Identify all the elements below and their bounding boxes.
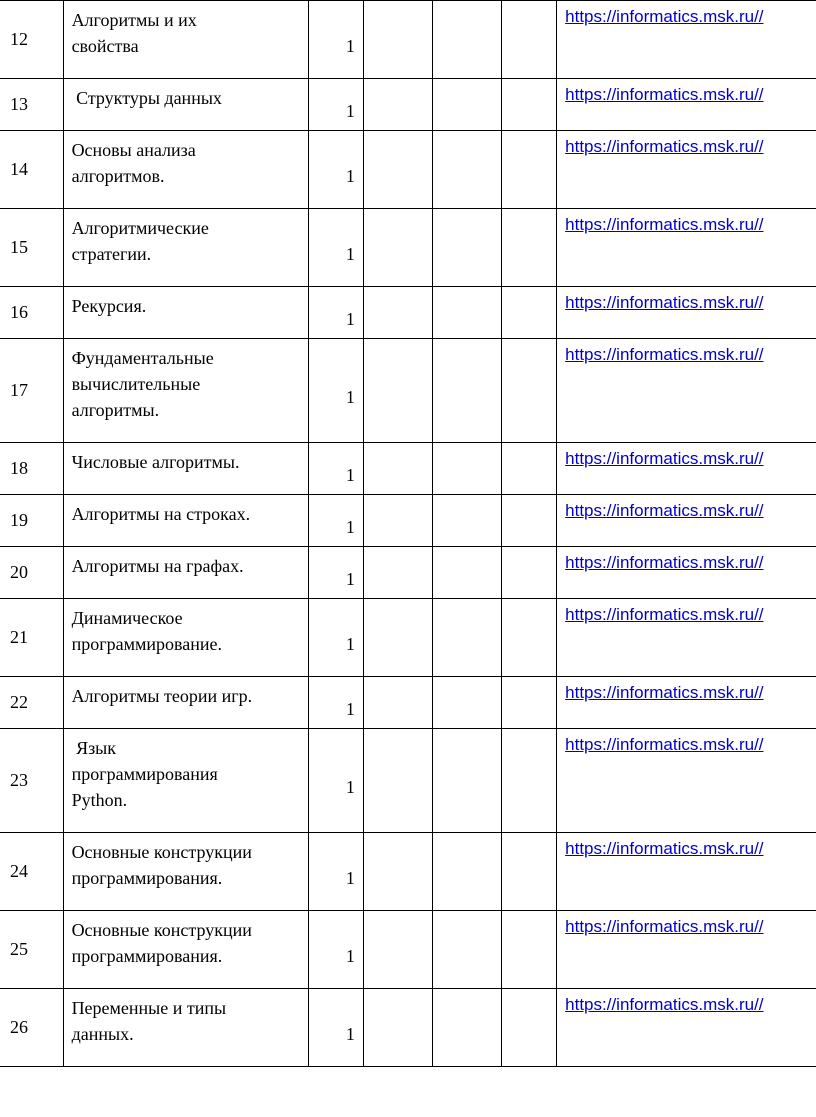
empty-cell-c (502, 547, 557, 599)
empty-cell-c (502, 989, 557, 1067)
empty-cell-b (433, 287, 502, 339)
topic-cell (63, 677, 308, 729)
empty-cell-a (363, 677, 432, 729)
empty-cell-a (363, 79, 432, 131)
topic-title: Рекурсия. (71, 296, 147, 316)
empty-cell-b (433, 677, 502, 729)
row-number: 25 (0, 911, 63, 989)
hours-cell: 1 (308, 833, 363, 911)
hours-cell: 1 (308, 989, 363, 1067)
hours-cell: 1 (308, 495, 363, 547)
row-number: 12 (0, 1, 63, 79)
empty-cell-b (433, 729, 502, 833)
empty-cell-b (433, 443, 502, 495)
topic-cell (63, 287, 308, 339)
resource-cell (557, 677, 816, 729)
empty-cell-a (363, 989, 432, 1067)
topic-title: Алгоритмы теории игр. (71, 686, 253, 706)
empty-cell-b (433, 339, 502, 443)
empty-cell-c (502, 339, 557, 443)
resource-link[interactable]: https://informatics.msk.ru// (565, 85, 764, 104)
resource-link[interactable]: https://informatics.msk.ru// (565, 605, 764, 624)
resource-link[interactable]: https://informatics.msk.ru// (565, 553, 764, 572)
resource-cell (557, 729, 816, 833)
resource-cell (557, 911, 816, 989)
topic-cell (63, 599, 308, 677)
empty-cell-c (502, 729, 557, 833)
resource-link[interactable]: https://informatics.msk.ru// (565, 345, 764, 364)
topic-cell (63, 729, 308, 833)
row-number: 23 (0, 729, 63, 833)
empty-cell-b (433, 599, 502, 677)
topic-title: Динамическое программирование. (71, 608, 222, 654)
empty-cell-b (433, 1, 502, 79)
empty-cell-b (433, 495, 502, 547)
hours-cell: 1 (308, 911, 363, 989)
table-row (0, 443, 816, 495)
topic-title: Фундаментальные вычислительные алгоритмы. (71, 348, 214, 420)
empty-cell-b (433, 989, 502, 1067)
empty-cell-a (363, 287, 432, 339)
row-number: 16 (0, 287, 63, 339)
empty-cell-a (363, 599, 432, 677)
topic-title: Алгоритмы и их свойства (71, 10, 197, 56)
hours-cell: 1 (308, 729, 363, 833)
empty-cell-c (502, 1, 557, 79)
empty-cell-a (363, 911, 432, 989)
hours-cell: 1 (308, 287, 363, 339)
resource-cell (557, 287, 816, 339)
resource-link[interactable]: https://informatics.msk.ru// (565, 735, 764, 754)
hours-cell: 1 (308, 131, 363, 209)
empty-cell-b (433, 833, 502, 911)
topic-cell (63, 79, 308, 131)
table-row (0, 547, 816, 599)
empty-cell-c (502, 495, 557, 547)
row-number: 17 (0, 339, 63, 443)
hours-cell: 1 (308, 547, 363, 599)
resource-cell (557, 495, 816, 547)
resource-cell (557, 989, 816, 1067)
hours-cell: 1 (308, 677, 363, 729)
table-row (0, 677, 816, 729)
resource-cell (557, 1, 816, 79)
topic-title: Алгоритмы на графах. (71, 556, 244, 576)
curriculum-table-body (0, 1, 816, 1067)
resource-link[interactable]: https://informatics.msk.ru// (565, 449, 764, 468)
table-row (0, 131, 816, 209)
resource-link[interactable]: https://informatics.msk.ru// (565, 137, 764, 156)
row-number: 18 (0, 443, 63, 495)
resource-link[interactable]: https://informatics.msk.ru// (565, 293, 764, 312)
table-row (0, 989, 816, 1067)
empty-cell-b (433, 547, 502, 599)
table-row (0, 599, 816, 677)
empty-cell-c (502, 131, 557, 209)
empty-cell-a (363, 131, 432, 209)
topic-cell (63, 833, 308, 911)
resource-link[interactable]: https://informatics.msk.ru// (565, 839, 764, 858)
hours-cell: 1 (308, 79, 363, 131)
empty-cell-c (502, 79, 557, 131)
resource-cell (557, 443, 816, 495)
table-row (0, 729, 816, 833)
resource-link[interactable]: https://informatics.msk.ru// (565, 683, 764, 702)
resource-cell (557, 209, 816, 287)
empty-cell-c (502, 209, 557, 287)
empty-cell-a (363, 729, 432, 833)
resource-link[interactable]: https://informatics.msk.ru// (565, 215, 764, 234)
row-number: 14 (0, 131, 63, 209)
empty-cell-c (502, 677, 557, 729)
resource-cell (557, 833, 816, 911)
topic-cell (63, 989, 308, 1067)
topic-title: Основные конструкции программирования. (71, 842, 252, 888)
row-number: 15 (0, 209, 63, 287)
empty-cell-a (363, 833, 432, 911)
empty-cell-c (502, 911, 557, 989)
row-number: 21 (0, 599, 63, 677)
resource-link[interactable]: https://informatics.msk.ru// (565, 7, 764, 26)
empty-cell-a (363, 443, 432, 495)
topic-title: Алгоритмические стратегии. (71, 218, 209, 264)
empty-cell-a (363, 209, 432, 287)
empty-cell-c (502, 443, 557, 495)
row-number: 19 (0, 495, 63, 547)
table-row (0, 79, 816, 131)
topic-cell (63, 1, 308, 79)
resource-link[interactable]: https://informatics.msk.ru// (565, 501, 764, 520)
topic-title: Переменные и типы данных. (71, 998, 227, 1044)
resource-cell (557, 339, 816, 443)
empty-cell-a (363, 339, 432, 443)
topic-title: Основные конструкции программирования. (71, 920, 252, 966)
empty-cell-c (502, 287, 557, 339)
topic-cell (63, 495, 308, 547)
row-number: 13 (0, 79, 63, 131)
empty-cell-b (433, 131, 502, 209)
row-number: 22 (0, 677, 63, 729)
table-row (0, 209, 816, 287)
resource-link[interactable]: https://informatics.msk.ru// (565, 917, 764, 936)
empty-cell-c (502, 599, 557, 677)
empty-cell-a (363, 547, 432, 599)
topic-title: Структуры данных (71, 88, 222, 108)
table-row (0, 495, 816, 547)
topic-title: Числовые алгоритмы. (71, 452, 240, 472)
row-number: 24 (0, 833, 63, 911)
table-row (0, 339, 816, 443)
topic-cell (63, 131, 308, 209)
topic-title: Язык программирования Python. (71, 738, 218, 810)
topic-cell (63, 911, 308, 989)
hours-cell: 1 (308, 1, 363, 79)
resource-cell (557, 131, 816, 209)
table-row (0, 833, 816, 911)
table-row (0, 287, 816, 339)
topic-cell (63, 339, 308, 443)
hours-cell: 1 (308, 209, 363, 287)
resource-cell (557, 547, 816, 599)
row-number: 26 (0, 989, 63, 1067)
topic-cell (63, 209, 308, 287)
hours-cell: 1 (308, 339, 363, 443)
empty-cell-b (433, 209, 502, 287)
empty-cell-b (433, 79, 502, 131)
hours-cell: 1 (308, 443, 363, 495)
hours-cell: 1 (308, 599, 363, 677)
table-row (0, 911, 816, 989)
topic-cell (63, 547, 308, 599)
empty-cell-a (363, 1, 432, 79)
topic-cell (63, 443, 308, 495)
resource-cell (557, 79, 816, 131)
topic-title: Основы анализа алгоритмов. (71, 140, 196, 186)
topic-title: Алгоритмы на строках. (71, 504, 251, 524)
row-number: 20 (0, 547, 63, 599)
empty-cell-a (363, 495, 432, 547)
empty-cell-c (502, 833, 557, 911)
resource-link[interactable]: https://informatics.msk.ru// (565, 995, 764, 1014)
empty-cell-b (433, 911, 502, 989)
table-row (0, 1, 816, 79)
resource-cell (557, 599, 816, 677)
